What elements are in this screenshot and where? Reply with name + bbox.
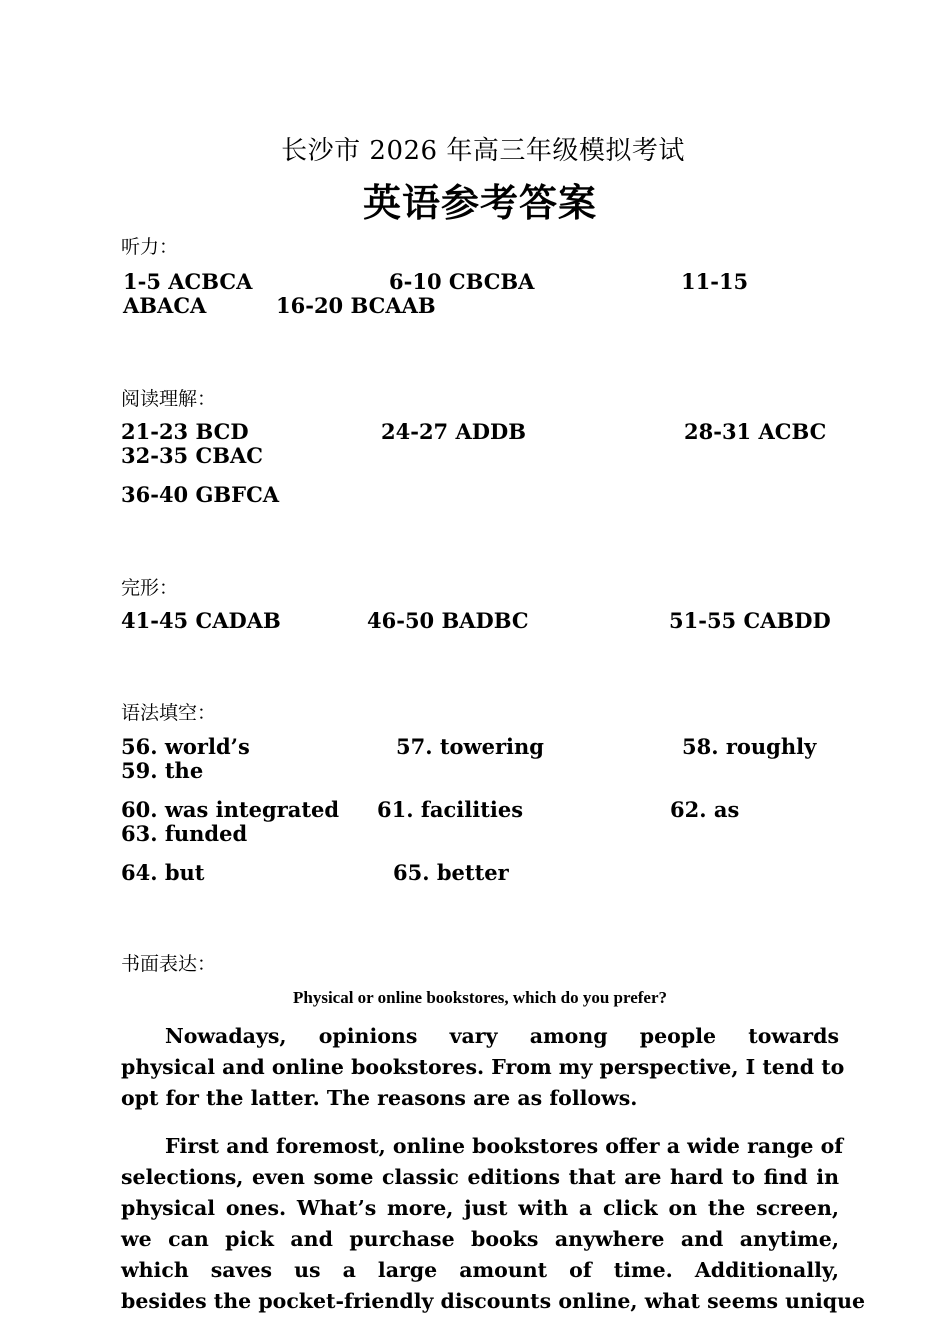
answer-65: 65. better	[393, 860, 509, 885]
essay-paragraph-1	[121, 1021, 845, 1114]
listening-label: 听力：	[121, 236, 179, 258]
essay-p1-line: opt for the latter. The reasons are as follows.	[121, 1086, 638, 1110]
answer-46-50: 46-50 BADBC	[367, 608, 529, 633]
exam-title: 长沙市 2026 年高三年级模拟考试	[281, 136, 685, 166]
answer-58: 58. roughly	[682, 734, 817, 759]
cloze-label: 完形：	[121, 577, 179, 599]
answer-11-15-label: 11-15	[681, 269, 749, 294]
answer-key-title: 英语参考答案	[362, 181, 597, 225]
answer-51-55: 51-55 CABDD	[669, 608, 831, 633]
reading-label: 阅读理解：	[121, 388, 217, 410]
answer-59: 59. the	[121, 758, 204, 783]
answer-16-20: 16-20 BCAAB	[276, 293, 436, 318]
answer-57: 57. towering	[396, 734, 544, 759]
writing-label: 书面表达：	[121, 953, 217, 975]
answer-60: 60. was integrated	[121, 797, 340, 822]
answer-62: 62. as	[670, 797, 740, 822]
answer-41-45: 41-45 CADAB	[121, 608, 281, 633]
answer-11-15-value: ABACA	[123, 293, 207, 318]
answer-6-10: 6-10 CBCBA	[389, 269, 535, 294]
essay-p2-line: selections, even some classic editions that are hard to find in	[121, 1165, 839, 1189]
answer-28-31: 28-31 ACBC	[684, 419, 827, 444]
answer-32-35: 32-35 CBAC	[121, 443, 263, 468]
essay-p1-line: Nowadays, opinions vary among people towards	[165, 1024, 839, 1048]
essay-p2-line: we can pick and purchase books anywhere and anytime,	[121, 1227, 839, 1251]
essay-p2-line: physical ones. What’s more, just with a click on the screen,	[121, 1196, 839, 1220]
answer-61: 61. facilities	[377, 797, 524, 822]
essay-paragraph-2	[121, 1131, 866, 1317]
grammar-label: 语法填空：	[121, 702, 217, 724]
essay-title: Physical or online bookstores, which do you prefer?	[292, 988, 668, 1007]
essay-p2-line: besides the pocket-friendly discounts online, what seems unique	[121, 1289, 866, 1313]
answer-36-40: 36-40 GBFCA	[121, 482, 280, 507]
answer-21-23: 21-23 BCD	[121, 419, 249, 444]
answer-24-27: 24-27 ADDB	[381, 419, 526, 444]
answer-64: 64. but	[121, 860, 205, 885]
answer-1-5: 1-5 ACBCA	[123, 269, 253, 294]
essay-p2-line: First and foremost, online bookstores offer a wide range of	[165, 1134, 844, 1158]
answer-63: 63. funded	[121, 821, 248, 846]
answer-56: 56. world’s	[121, 734, 250, 759]
essay-p1-line: physical and online bookstores. From my perspective, I tend to	[121, 1055, 845, 1079]
essay-p2-line: which saves us a large amount of time. Additionally,	[121, 1258, 839, 1282]
